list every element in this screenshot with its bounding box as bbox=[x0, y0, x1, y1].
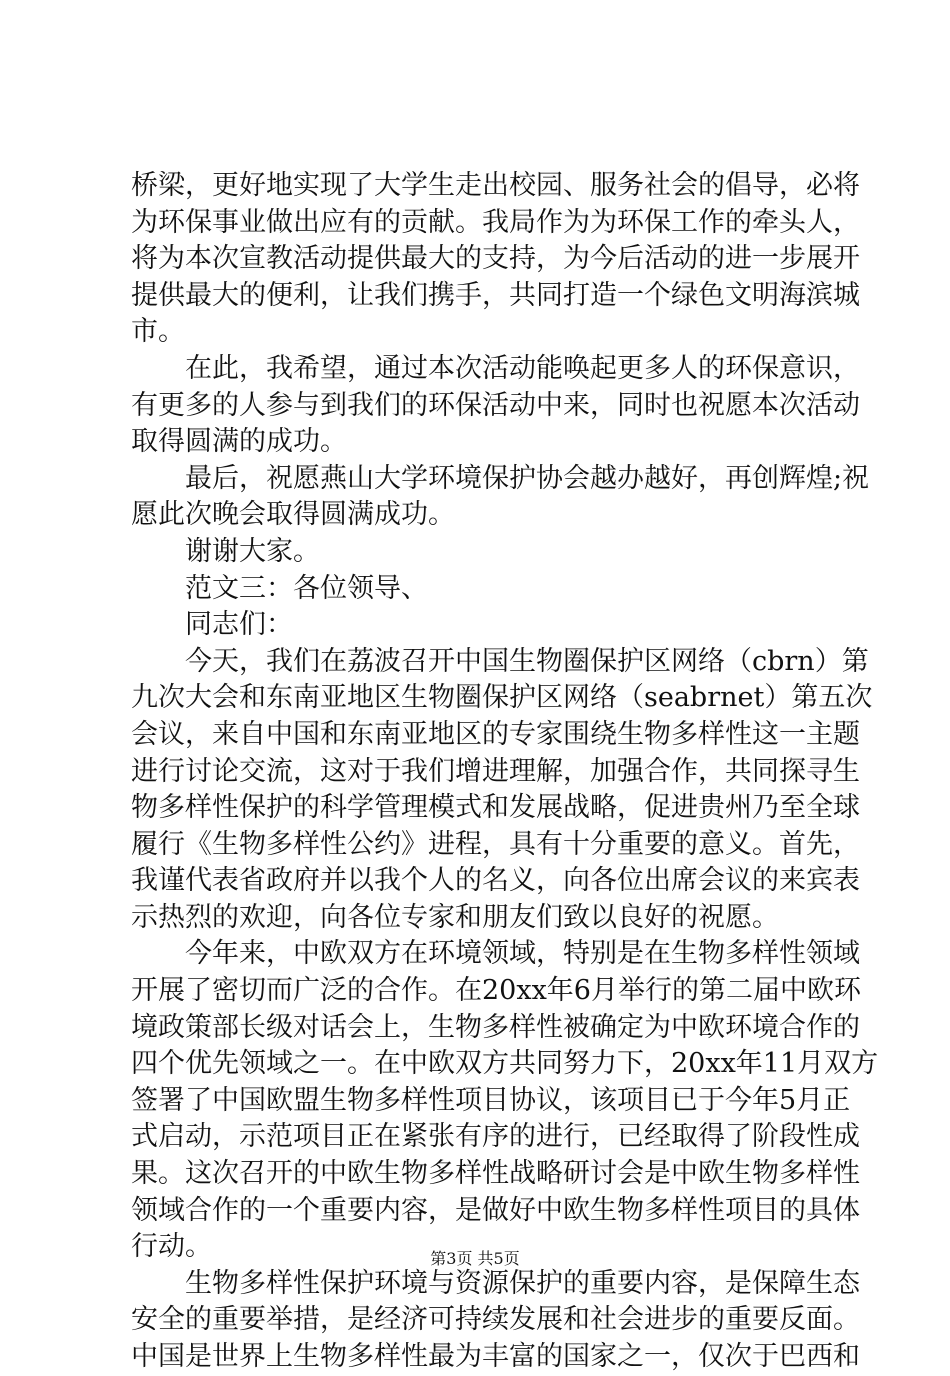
text-line: 式启动，示范项目正在紧张有序的进行，已经取得了阶段性成 bbox=[131, 1121, 860, 1153]
text-line: 会议，来自中国和东南亚地区的专家围绕生物多样性这一主题 bbox=[131, 718, 860, 750]
text-line: 签署了中国欧盟生物多样性项目协议，该项目已于今年5月正 bbox=[131, 1084, 851, 1116]
text-line: 开展了密切而广泛的合作。在20xx年6月举行的第二届中欧环 bbox=[131, 975, 861, 1007]
text-line: 九次大会和东南亚地区生物圈保护区网络（seabrnet）第五次 bbox=[131, 682, 873, 714]
text-line: 取得圆满的成功。 bbox=[131, 426, 347, 458]
text-line: 将为本次宣教活动提供最大的支持，为今后活动的进一步展开 bbox=[131, 243, 860, 275]
text-line: 履行《生物多样性公约》进程，具有十分重要的意义。首先， bbox=[131, 828, 860, 860]
text-line: 果。这次召开的中欧生物多样性战略研讨会是中欧生物多样性 bbox=[131, 1158, 860, 1190]
text-line: 境政策部长级对话会上，生物多样性被确定为中欧环境合作的 bbox=[131, 1011, 860, 1043]
text-line: 物多样性保护的科学管理模式和发展战略，促进贵州乃至全球 bbox=[131, 792, 860, 824]
text-line: 领域合作的一个重要内容，是做好中欧生物多样性项目的具体 bbox=[131, 1194, 860, 1226]
text-line: 桥梁，更好地实现了大学生走出校园、服务社会的倡导，必将 bbox=[131, 170, 860, 201]
text-line: 市。 bbox=[131, 316, 185, 348]
text-line: 愿此次晚会取得圆满成功。 bbox=[131, 499, 455, 531]
text-line: 范文三：各位领导、 bbox=[185, 572, 428, 604]
text-line: 同志们： bbox=[185, 609, 293, 641]
text-line: 安全的重要举措，是经济可持续发展和社会进步的重要反面。 bbox=[131, 1304, 860, 1336]
text-line: 中国是世界上生物多样性最为丰富的国家之一，仅次于巴西和 bbox=[131, 1341, 860, 1372]
text-line: 进行讨论交流，这对于我们增进理解，加强合作，共同探寻生 bbox=[131, 755, 860, 787]
page-footer bbox=[0, 1246, 950, 1269]
text-line: 生物多样性保护环境与资源保护的重要内容，是保障生态 bbox=[185, 1267, 860, 1299]
text-line: 提供最大的便利，让我们携手，共同打造一个绿色文明海滨城 bbox=[131, 279, 860, 311]
text-line: 有更多的人参与到我们的环保活动中来，同时也祝愿本次活动 bbox=[131, 389, 860, 421]
text-line: 示热烈的欢迎，向各位专家和朋友们致以良好的祝愿。 bbox=[131, 901, 779, 933]
text-line: 四个优先领域之一。在中欧双方共同努力下，20xx年11月双方 bbox=[131, 1048, 879, 1080]
document-body bbox=[131, 168, 879, 1376]
text-line: 为环保事业做出应有的贡献。我局作为为环保工作的牵头人， bbox=[131, 206, 860, 238]
text-line: 在此，我希望，通过本次活动能唤起更多人的环保意识， bbox=[185, 352, 860, 384]
text-line: 谢谢大家。 bbox=[185, 535, 320, 567]
page-number: 第3页 共5页 bbox=[430, 1249, 520, 1268]
text-line: 我谨代表省政府并以我个人的名义，向各位出席会议的来宾表 bbox=[131, 865, 860, 897]
text-line: 今年来，中欧双方在环境领域，特别是在生物多样性领域 bbox=[185, 938, 860, 970]
text-line: 最后，祝愿燕山大学环境保护协会越办越好，再创辉煌;祝 bbox=[185, 462, 870, 494]
text-line: 行动。 bbox=[131, 1231, 212, 1263]
text-line: 今天，我们在荔波召开中国生物圈保护区网络（cbrn）第 bbox=[185, 645, 869, 677]
